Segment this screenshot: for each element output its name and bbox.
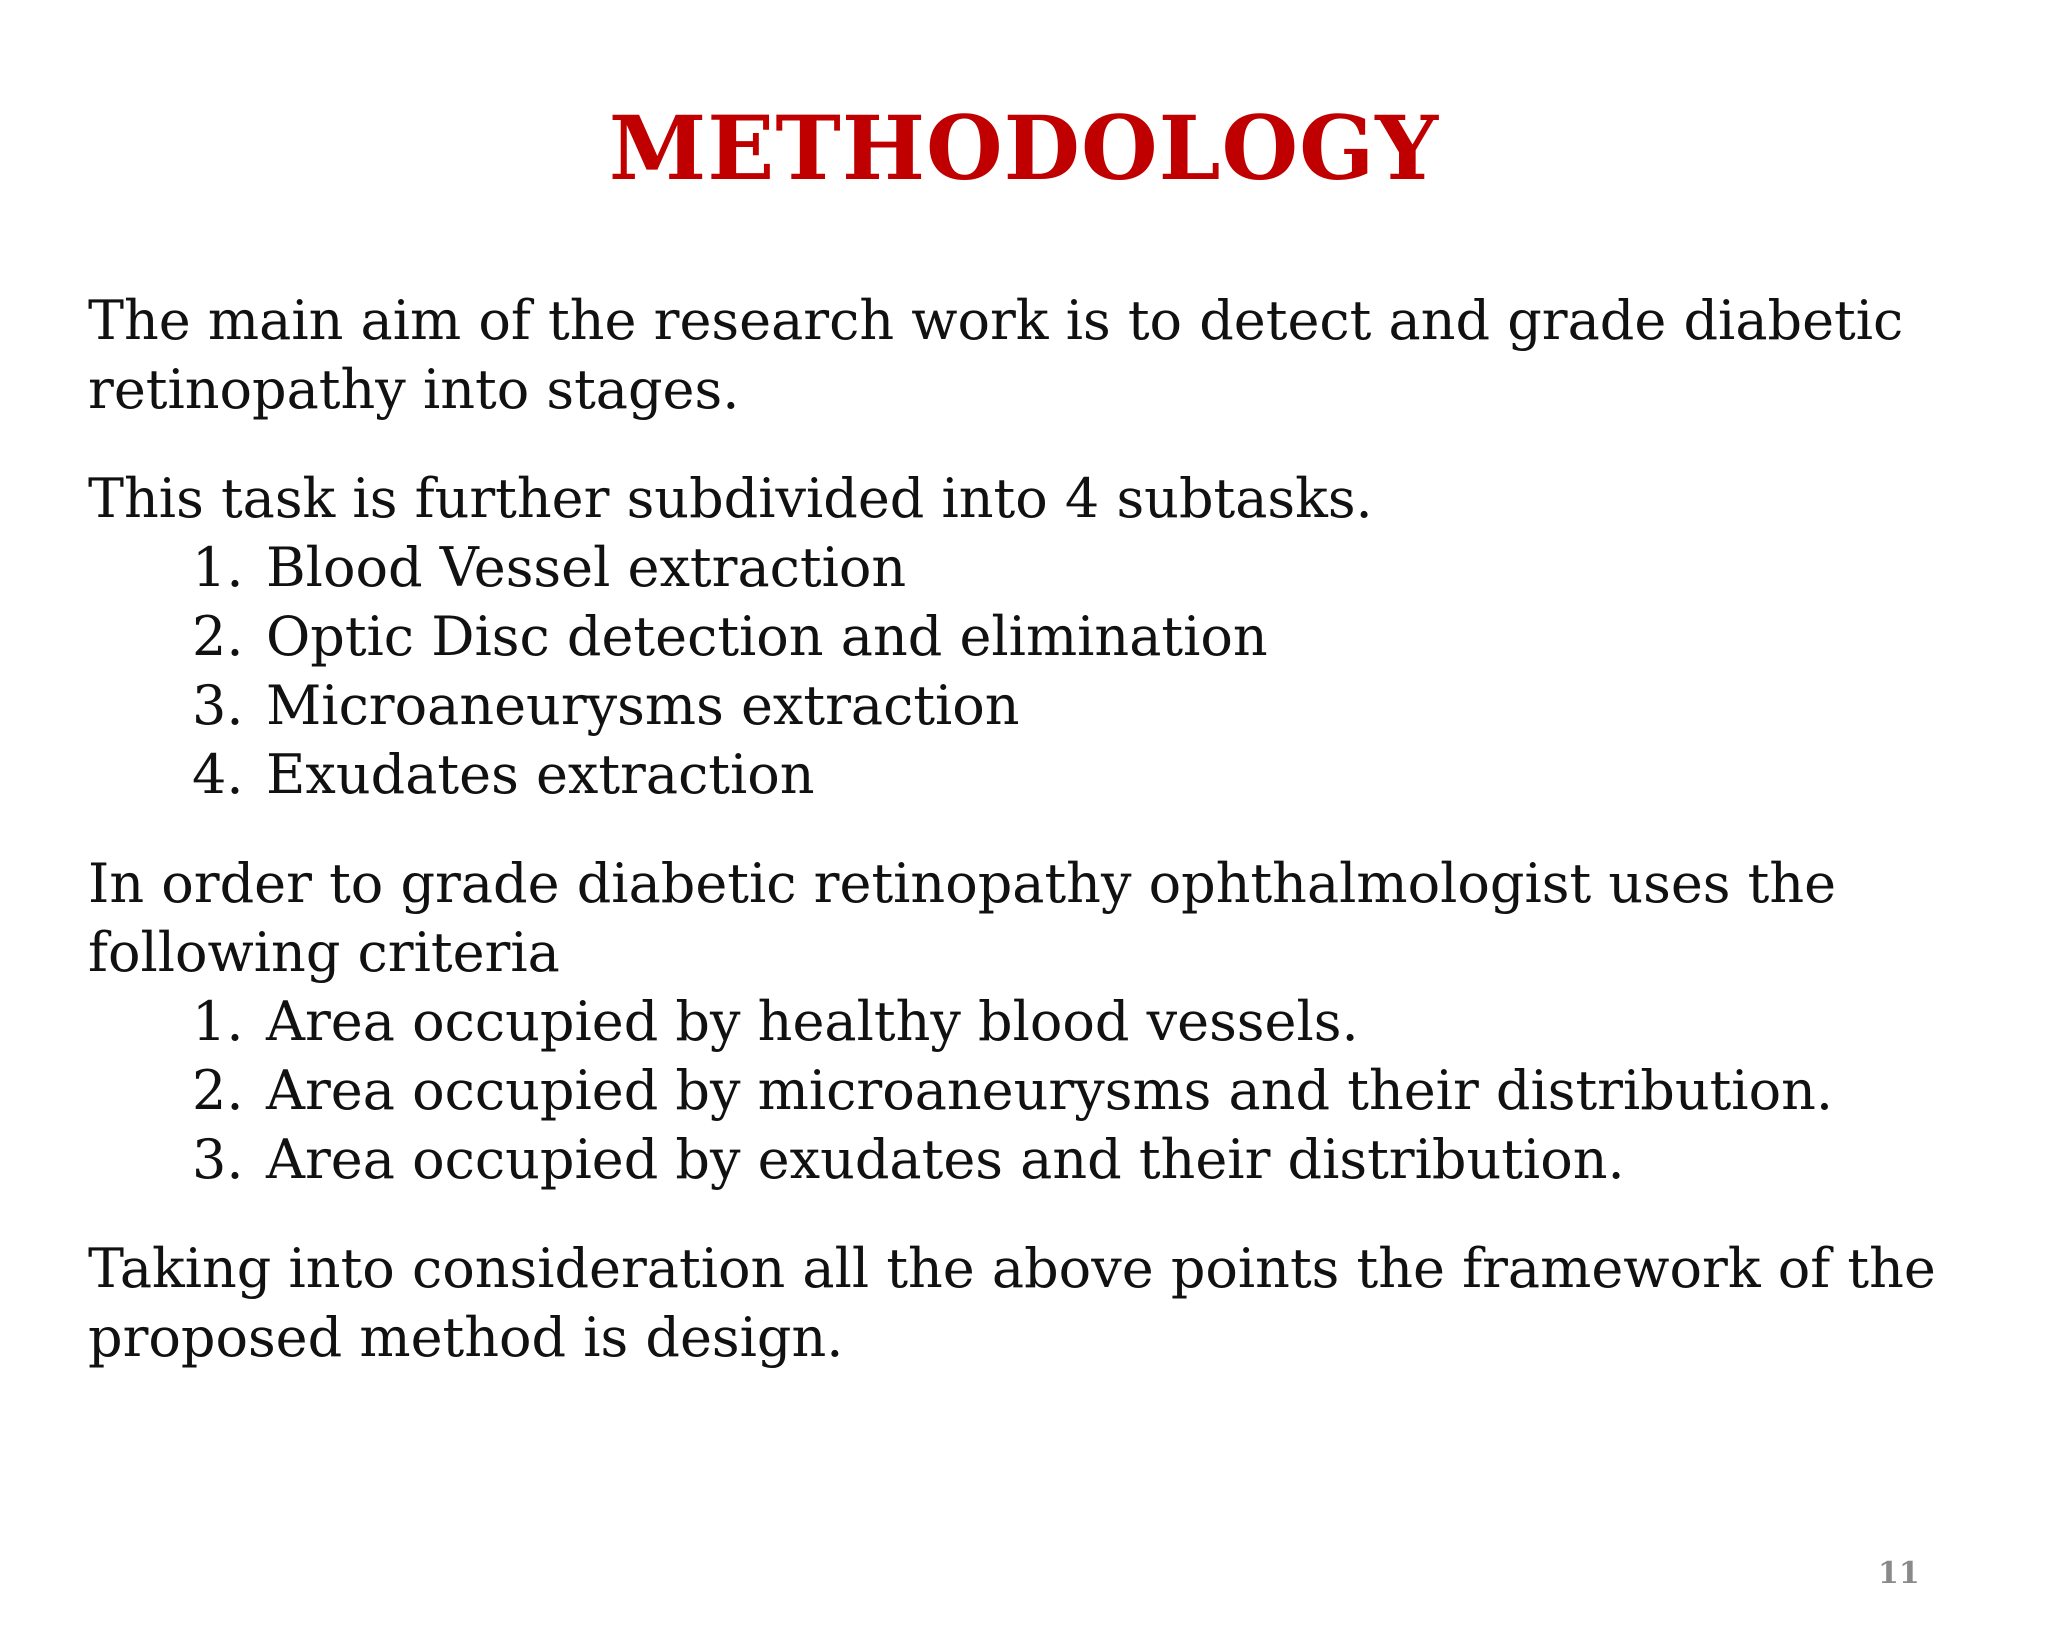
list-item-text: Area occupied by microaneurysms and their distribution. bbox=[266, 1059, 1834, 1122]
intro-line-1: The main aim of the research work is to detect and grade diabetic bbox=[88, 289, 1904, 352]
criteria-intro-line-2: following criteria bbox=[88, 921, 560, 984]
list-item bbox=[88, 671, 2018, 740]
list-item bbox=[88, 1056, 2018, 1125]
list-item-text: Area occupied by exudates and their distribution. bbox=[266, 1128, 1625, 1191]
slide-body bbox=[88, 286, 2018, 1372]
list-item-number: 3. bbox=[192, 674, 244, 737]
list-item bbox=[88, 1125, 2018, 1194]
conclusion-line-2: proposed method is design. bbox=[88, 1306, 844, 1369]
list-item-text: Blood Vessel extraction bbox=[266, 536, 907, 599]
list-item bbox=[88, 533, 2018, 602]
list-item-number: 2. bbox=[192, 605, 244, 668]
list-item-number: 4. bbox=[192, 743, 244, 806]
page-number: 11 bbox=[1878, 1556, 1920, 1591]
list-item bbox=[88, 740, 2018, 809]
slide-title: METHODOLOGY bbox=[608, 96, 1440, 200]
subtasks-intro: This task is further subdivided into 4 subtasks. bbox=[88, 467, 1373, 530]
list-item bbox=[88, 602, 2018, 671]
list-item-text: Exudates extraction bbox=[266, 743, 815, 806]
list-item-number: 3. bbox=[192, 1128, 244, 1191]
conclusion-paragraph bbox=[88, 1234, 2018, 1372]
list-item-text: Optic Disc detection and elimination bbox=[266, 605, 1268, 668]
list-item-text: Microaneurysms extraction bbox=[266, 674, 1020, 737]
conclusion-line-1: Taking into consideration all the above points the framework of the bbox=[88, 1237, 1936, 1300]
criteria-list bbox=[88, 987, 2018, 1194]
subtasks-list bbox=[88, 533, 2018, 809]
list-item-number: 1. bbox=[192, 536, 244, 599]
criteria-intro-line-1: In order to grade diabetic retinopathy ophthalmologist uses the bbox=[88, 852, 1837, 915]
list-item-text: Area occupied by healthy blood vessels. bbox=[266, 990, 1359, 1053]
criteria-intro bbox=[88, 849, 2018, 987]
list-item-number: 1. bbox=[192, 990, 244, 1053]
intro-line-2: retinopathy into stages. bbox=[88, 358, 740, 421]
list-item bbox=[88, 987, 2018, 1056]
list-item-number: 2. bbox=[192, 1059, 244, 1122]
intro-paragraph bbox=[88, 286, 2018, 424]
